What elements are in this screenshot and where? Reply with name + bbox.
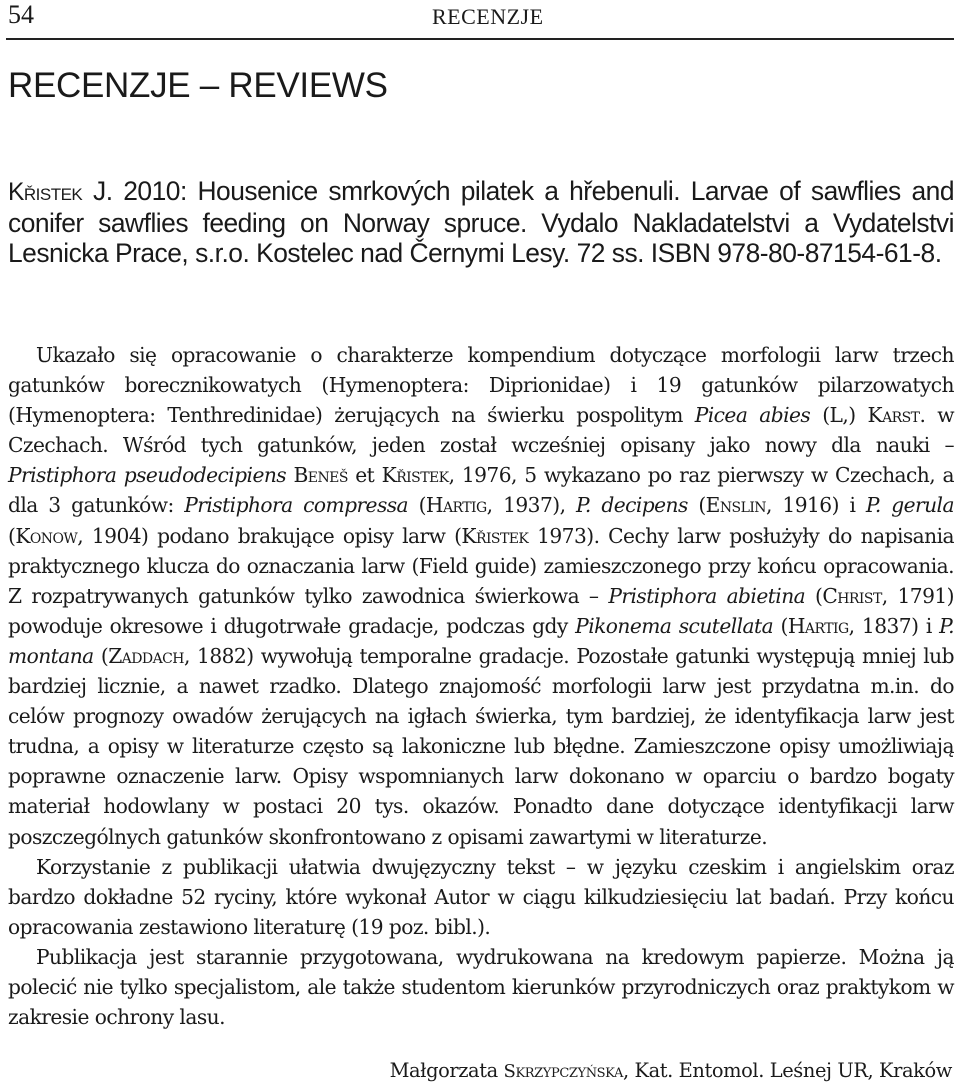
- running-header: [6, 0, 954, 40]
- taxon-author: Karst: [867, 403, 920, 428]
- text-run: (: [805, 583, 823, 608]
- text-run: , 1916) i: [766, 493, 866, 518]
- text-run: (: [408, 493, 426, 518]
- book-citation: [8, 176, 954, 268]
- taxon-name: P. decipens: [575, 493, 688, 518]
- reviewer-signature: [390, 1057, 952, 1086]
- reviewer-affiliation: , Kat. Entomol. Leśnej UR, Kraków: [622, 1059, 952, 1082]
- review-paragraph: Korzystanie z publikacji ułatwia dwujęzyczny tekst – w języku czeskim i angielskim oraz bardzo dokładne 52 ryciny, które wykonał Autor w ciągu kilkudziesięciu lat badań. Przy końcu opracowania zestawiono literaturę (19 poz. bibl.).: [8, 854, 954, 939]
- taxon-name: Pristiphora pseudodecipiens: [8, 463, 287, 488]
- running-head: RECENZJE: [432, 4, 544, 29]
- section-title: RECENZJE – REVIEWS: [8, 66, 388, 105]
- text-run: (: [773, 613, 788, 638]
- taxon-author: Křistek: [461, 523, 529, 548]
- text-run: (L,): [810, 403, 868, 428]
- text-run: . w Czechach. Wśród tych gatunków, jeden został wcześniej opisany jako nowy dla nauki –: [8, 403, 955, 458]
- text-run: , 1937),: [486, 493, 576, 518]
- text-run: , 1882) wywołują temporalne gradacje. Pozostałe gatunki występują mniej lub bardziej licznie, a nawet rzadko. Dlatego znajomość morfologii larw jest przydatna m.in. do celów prognozy owadów żerujących na igłach świerka, tym bardziej, że identyfikacja larw jest trudna, a opisy w literaturze często są lakoniczne lub błędne. Zamieszczone opisy umożliwiają poprawne oznaczenie larw. Opisy wspomnianych larw dokonano w oparciu o bardzo bogaty materiał hodowlany w postaci 20 tys. okazów. Ponadto dane dotyczące identyfikacji larw poszczególnych gatunków skonfrontowano z opisami zawartymi w literaturze.: [8, 643, 955, 849]
- citation-details: J. 2010: Housenice smrkových pilatek a hřebenuli. Larvae of sawflies and conifer sawflies feeding on Norway spruce. Vydalo Nakladatelstvi a Vydatelstvi Lesnicka Prace, s.r.o. Kostelec nad Černymi Lesy. 72 ss. ISBN 978-80-87154-61-8.: [8, 176, 954, 268]
- text-run: , 1904) podano brakujące opisy larw (: [77, 523, 462, 548]
- text-run: (: [8, 523, 16, 548]
- review-body: [8, 340, 954, 1032]
- taxon-author: Christ: [822, 583, 882, 608]
- taxon-name: P. montana: [8, 613, 954, 668]
- text-run: [286, 463, 293, 487]
- taxon-name: Picea abies: [694, 403, 811, 428]
- taxon-author: Enslin: [705, 493, 767, 518]
- text-run: , 1837) i: [848, 613, 940, 638]
- taxon-author: Konow: [15, 523, 78, 548]
- text-run: (: [687, 493, 706, 518]
- text-run: 1973). Cechy larw posłużyły do napisania praktycznego klucza do oznaczania larw (Field guide) zamieszczonego przy końcu opracowania. Z rozpatrywanych gatunków tylko zawodnica świerkowa –: [8, 523, 954, 608]
- taxon-name: Pristiphora abietina: [608, 583, 806, 608]
- reviewer-surname: Skrzypczyńska: [503, 1061, 623, 1082]
- taxon-author: Zaddach: [108, 643, 184, 668]
- text-run: Ukazało się opracowanie o charakterze kompendium dotyczące morfologii larw trzech gatunków borecznikowatych (Hymenoptera: Diprionidae) i 19 gatunków pilarzowatych (Hymenoptera: Tenthredinidae) żerujących na świerku pospolitym: [8, 343, 954, 428]
- taxon-author: Křistek: [381, 463, 449, 488]
- review-paragraph: [8, 340, 954, 852]
- text-run: , 1976, 5 wykazano po raz pierwszy w Czechach, a dla 3 gatunków:: [8, 463, 955, 518]
- taxon-name: Pristiphora compressa: [184, 493, 409, 518]
- reviewer-given-name: Małgorzata: [389, 1059, 504, 1082]
- taxon-author: Hartig: [425, 493, 487, 518]
- page-number: 54: [8, 0, 34, 29]
- taxon-name: P. gerula: [865, 493, 954, 518]
- taxon-name: Pikonema scutellata: [575, 613, 774, 638]
- citation-author: Křistek: [8, 179, 83, 206]
- text-run: (: [93, 643, 109, 668]
- taxon-author: Beneš: [293, 463, 348, 488]
- taxon-author: Hartig: [787, 613, 849, 638]
- text-run: et: [347, 463, 382, 488]
- text-run: , 1791) powoduje okresowe i długotrwałe gradacje, podczas gdy: [8, 583, 954, 638]
- review-paragraph: Publikacja jest starannie przygotowana, wydrukowana na kredowym papierze. Można ją polecić nie tylko specjalistom, ale także studentom kierunków przyrodniczych oraz praktykom w zakresie ochrony lasu.: [8, 944, 954, 1030]
